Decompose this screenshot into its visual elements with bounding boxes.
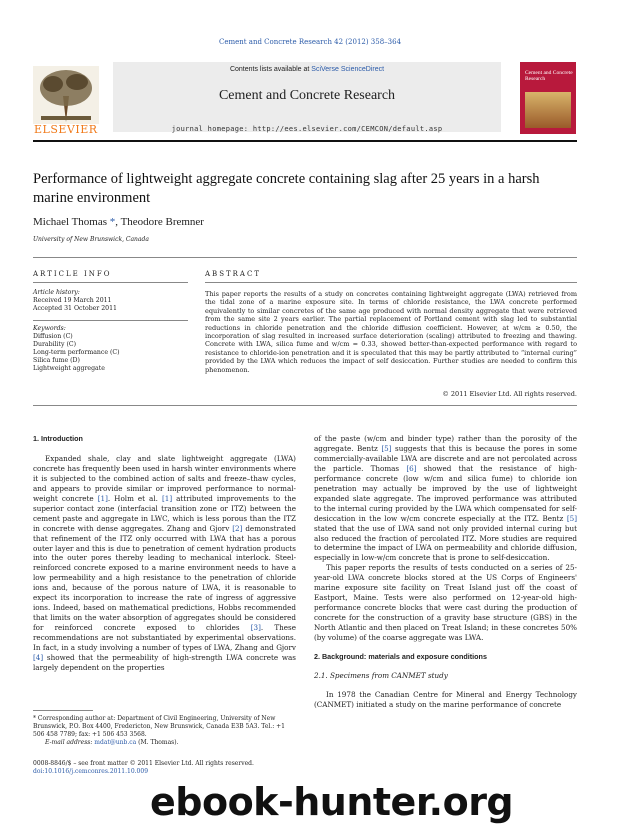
received-date: Received 19 March 2011 <box>33 297 112 304</box>
cover-illustration <box>525 92 571 128</box>
corresponding-author-star[interactable]: * <box>107 216 116 228</box>
left-column <box>33 434 296 673</box>
contents-line <box>113 66 501 73</box>
ref-link[interactable]: [6] <box>406 463 417 473</box>
contents-prefix: Contents lists available at <box>229 66 312 73</box>
keyword-item: Silica fume (D) <box>33 357 80 364</box>
watermark-text: ebook-hunter.org <box>150 780 514 824</box>
journal-name: Cement and Concrete Research <box>218 88 396 103</box>
keyword-item: Diffusion (C) <box>33 333 73 340</box>
ref-link[interactable]: [1] <box>161 493 173 503</box>
keyword-item: Durability (C) <box>33 341 77 348</box>
intro-heading: 1. Introduction <box>33 434 83 443</box>
footnote-rule <box>33 710 93 711</box>
author-list <box>33 216 204 228</box>
ref-link[interactable]: [4] <box>33 653 44 663</box>
body-paragraph: In 1978 the Canadian Centre for Mineral and Energy Technology (CANMET) initiated a study on the marine performance of concrete <box>314 689 577 709</box>
keywords-block <box>33 325 188 373</box>
abstract-copyright: © 2011 Elsevier Ltd. All rights reserved. <box>442 390 577 398</box>
article-history <box>33 289 188 313</box>
ref-link[interactable]: [2] <box>232 523 243 533</box>
abstract-bottom-rule <box>33 405 577 406</box>
affiliation: University of New Brunswick, Canada <box>33 236 149 243</box>
sciencedirect-link[interactable]: SciVerse ScienceDirect <box>311 66 385 73</box>
article-info-rule <box>33 282 188 283</box>
issn-doi-block <box>33 760 254 776</box>
journal-cover-image <box>520 62 576 134</box>
ref-link[interactable]: [3] <box>250 623 261 633</box>
corresponding-footnote <box>33 715 295 747</box>
history-label: Article history: <box>33 289 80 296</box>
journal-citation[interactable]: Cement and Concrete Research 42 (2012) 358–364 <box>218 38 402 46</box>
header-rule <box>33 140 577 142</box>
body-paragraph: This paper reports the results of tests conducted on a series of 25-year-old LWA concrete blocks stored at the US Corps of Engineers' marine exposure site facility on Treat Island just off the coast of Eastport, Maine. Tests were also performed on 12-year-old high-performance concrete blocks that were cast during the production of concrete for the construction of a gravity base structure (GBS) in the North Atlantic and then placed on Treat Island; in these concretes 50% (by volume) of the coarse aggregate was LWA. <box>314 563 577 643</box>
article-info-heading: ARTICLE INFO <box>33 270 112 278</box>
author-thomas: Michael Thomas <box>33 216 108 228</box>
ref-link[interactable]: [5] <box>381 443 392 453</box>
email-link[interactable]: mdat@unb.ca <box>94 739 137 746</box>
title-divider <box>33 257 577 258</box>
publisher-name: ELSEVIER <box>34 123 98 136</box>
cover-title: Cement and Concrete Research <box>525 70 573 82</box>
history-rule <box>33 320 188 321</box>
journal-homepage[interactable]: journal homepage: http://ees.elsevier.com/CEMCON/default.asp <box>171 125 443 133</box>
article-title: Performance of lightweight aggregate concrete containing slag after 25 years in a harsh marine environment <box>33 171 540 206</box>
doi-link[interactable]: doi:10.1016/j.cemconres.2011.10.009 <box>33 768 149 775</box>
ref-link[interactable]: [5] <box>566 513 577 523</box>
body-paragraph: of the paste (w/cm and binder type) rather than the porosity of the aggregate. Bentz [5] suggests that this is because the pores in some commercially-available LWA are discrete and are not percolated across the particle. Thomas [6] showed that the resistance of high-performance concrete (low w/cm and silica fume) to chloride ion penetration may actually be improved by the use of lightweight expanded slate aggregate. The improved performance was attributed to the internal curing provided by the LWA which compensated for self-desiccation in the low w/cm concrete especially at the ITZ. Bentz [5] stated that the use of LWA sand not only provided internal curing but also reduced the fraction of percolated ITZ. More studies are required to determine the impact of LWA on permeability and chloride diffusion, especially in low-w/cm concrete that is prone to self-desiccation. <box>314 434 578 563</box>
accepted-date: Accepted 31 October 2011 <box>33 305 117 312</box>
abstract-heading: ABSTRACT <box>205 270 262 278</box>
right-column <box>314 434 577 710</box>
abstract-text: This paper reports the results of a study on concretes containing lightweight aggregate (LWA) retrieved from the tidal zone of a marine exposure site. In terms of chloride resistance, the LWA concrete performed equivalently to similar concretes of the same age produced with normal density aggregate that were retrieved from the same site 2 years earlier. The partial replacement of Portland cement with slag led to substantial reductions in chloride penetration and the chloride diffusion coefficient. However, at w/cm ≥ 0.50, the incorporation of slag resulted in increased surface deterioration (scaling) attributed to freezing and thawing. Concrete with LWA, silica fume and w/cm = 0.33, showed better-than-expected performance with regard to resistance to chloride-ion penetration and it is speculated that this may be partly attributed to “internal curing” provided by the LWA which reduces the impact of self desiccation. Further studies are needed to confirm this phenomenon. <box>205 290 577 374</box>
issn-line: 0008-8846/$ – see front matter © 2011 Elsevier Ltd. All rights reserved. <box>33 760 254 767</box>
abstract-rule <box>205 282 577 283</box>
intro-paragraph: Expanded shale, clay and slate lightweight aggregate (LWA) concrete has frequently been used in harsh winter environments where it is subjected to the combined action of salts and freeze–thaw cycles, and appears to provide similar or improved performance to normal-weight concrete [1]. Holm et al. [1] attributed improvements to the superior contact zone (interfacial transition zone or ITZ) between the cement paste and aggregate in LWC, which is less porous than the ITZ in concrete with dense aggregates. Zhang and Gjorv [2] demonstrated that refinement of the ITZ only occurred with LWA that has a porous outer layer and this is due to penetration of cement hydration products into the outer pores thereby leading to mechanical interlock. Steel-reinforced concrete exposed to a marine environment needs to have a low permeability and a high resistance to the penetration of chloride ions and, because of the porous nature of LWA, it is reasonable to expect its incorporation to increase the rate of ingress of aggressive ions. Indeed, based on mathematical predictions, Hobbs recommended that limits on the water absorption of aggregates should be considered for reinforced concrete exposed to chlorides [3]. These recommendations are not substantiated by experimental observations. In fact, in a study involving a number of types of LWA, Zhang and Gjorv [4] showed that the permeability of high-strength LWA concrete was largely dependent on the properties <box>33 453 297 672</box>
keyword-item: Long-term performance (C) <box>33 349 120 356</box>
keyword-item: Lightweight aggregate <box>33 365 105 372</box>
author-bremner: , Theodore Bremner <box>115 216 204 228</box>
email-suffix: (M. Thomas). <box>136 739 179 746</box>
ref-link[interactable]: [1] <box>97 493 108 503</box>
section21-heading: 2.1. Specimens from CANMET study <box>314 670 448 680</box>
email-label: E-mail address: <box>45 739 95 746</box>
corresponding-address: * Corresponding author at: Department of Civil Engineering, University of New Brunswick, P.O. Box 4400, Fredericton, New Brunswick, Canada E3B 5A3. Tel.: +1 506 458 7789; fax: +1 506 453 3568. <box>33 715 285 738</box>
keywords-label: Keywords: <box>33 325 66 332</box>
section2-heading: 2. Background: materials and exposure conditions <box>314 652 487 662</box>
